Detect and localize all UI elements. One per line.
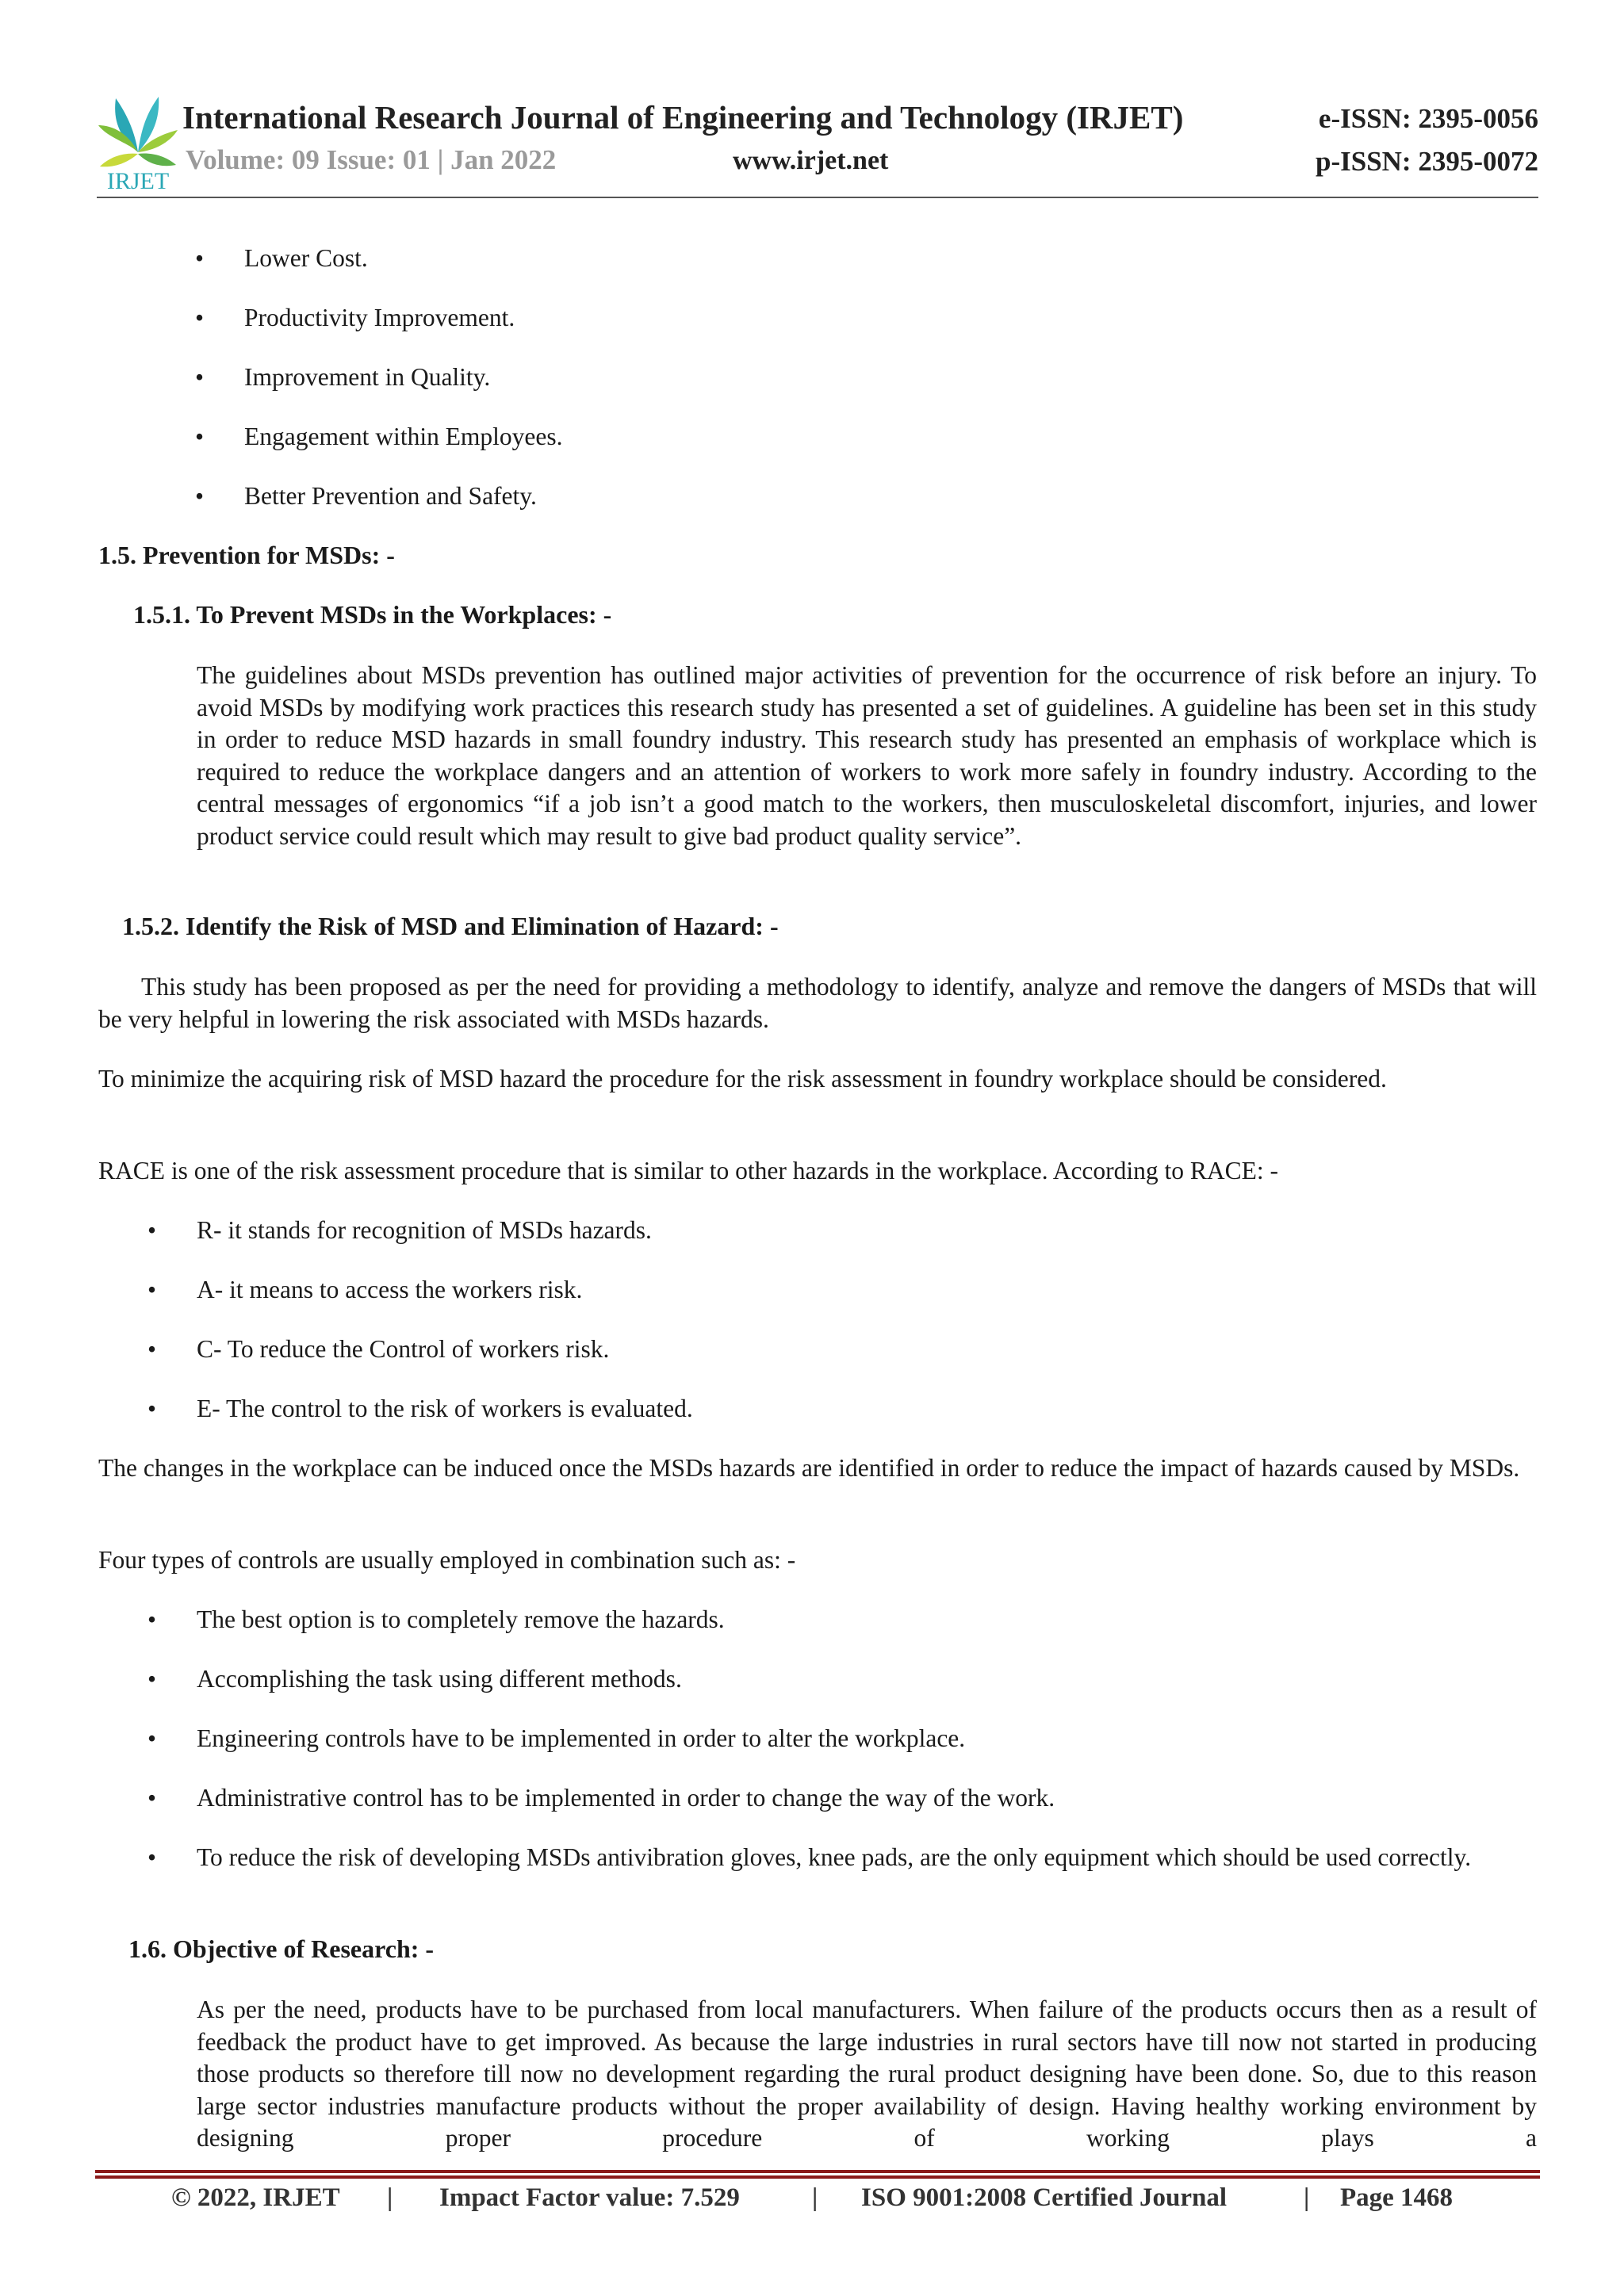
- paragraph-1-6: As per the need, products have to be purchased from local manufacturers. When failure of the products occurs then as a result of feedback the product have to get improved. As because the large industries in rural sectors have till now not started in producing those products so therefore till now no development regarding the rural product designing have been done. So, due to this reason large sector industries manufacture products without the proper availability of design. Having healthy working environment by designing proper procedure of working plays a: [197, 1996, 1537, 2152]
- bullet-glyph: •: [195, 482, 205, 510]
- logo-text: IRJET: [106, 168, 170, 192]
- pissn: p-ISSN: 2395-0072: [1315, 146, 1538, 177]
- list-item-text: Improvement in Quality.: [244, 363, 491, 391]
- bullet-glyph: •: [147, 1843, 157, 1871]
- list-item: [147, 1604, 1537, 1637]
- bullet-glyph: •: [195, 244, 205, 272]
- footer-separator: |: [387, 2183, 393, 2212]
- header-divider: [97, 197, 1538, 198]
- volume-issue: Volume: 09 Issue: 01 | Jan 2022: [186, 144, 557, 175]
- eissn: e-ISSN: 2395-0056: [1318, 103, 1538, 134]
- list-item-text: To reduce the risk of developing MSDs antivibration gloves, knee pads, are the only equipment which should be used correctly.: [197, 1843, 1472, 1871]
- list-item: [147, 1334, 1537, 1367]
- bullet-glyph: •: [147, 1395, 157, 1422]
- bullet-glyph: •: [147, 1216, 157, 1244]
- footer-page-number: Page 1468: [1340, 2183, 1454, 2212]
- list-item: [195, 421, 1543, 454]
- list-item: [195, 362, 1543, 395]
- bullet-glyph: •: [195, 363, 205, 391]
- bullet-glyph: •: [147, 1784, 157, 1812]
- list-item-text: Engagement within Employees.: [244, 423, 563, 450]
- bullet-glyph: •: [147, 1335, 157, 1363]
- list-item: [147, 1393, 1537, 1426]
- list-item: [147, 1723, 1537, 1756]
- list-item-text: C- To reduce the Control of workers risk.: [197, 1335, 610, 1363]
- bullet-glyph: •: [195, 423, 205, 450]
- footer-divider: [95, 2170, 1540, 2173]
- paragraph-1-5-2-e: Four types of controls are usually employed in combination such as: -: [98, 1546, 796, 1574]
- list-item: [147, 1274, 1537, 1307]
- footer-copyright: © 2022, IRJET: [171, 2183, 340, 2212]
- bullet-glyph: •: [147, 1605, 157, 1633]
- bullet-glyph: •: [147, 1724, 157, 1752]
- paragraph-1-5-1: The guidelines about MSDs prevention has outlined major activities of prevention for the occurrence of risk before an injury. To avoid MSDs by modifying work practices this research study has presented a set of guidelines. A guideline has been set in this study in order to reduce MSD hazards in small foundry industry. This research study has presented an emphasis of workplace which is required to reduce the workplace dangers and an attention of workers to work more safely in foundry industry. According to the central messages of ergonomics “if a job isn’t a good match to the workers, then musculoskeletal discomfort, injuries, and lower product service could result which may result to give bad product quality service”.: [197, 661, 1537, 850]
- footer-separator: |: [812, 2183, 818, 2212]
- list-item-text: E- The control to the risk of workers is evaluated.: [197, 1395, 693, 1422]
- list-item-text: Lower Cost.: [244, 244, 368, 272]
- list-item: [147, 1215, 1537, 1248]
- bullet-glyph: •: [195, 304, 205, 331]
- paragraph-1-5-2-a: This study has been proposed as per the need for providing a methodology to identify, analyze and remove the dangers of MSDs that will be very helpful in lowering the risk associated with MSDs hazards.: [98, 973, 1537, 1033]
- paragraph-1-5-2-b: To minimize the acquiring risk of MSD hazard the procedure for the risk assessment in foundry workplace should be considered.: [98, 1065, 1387, 1093]
- section-heading-1-5-2: 1.5.2. Identify the Risk of MSD and Elimination of Hazard: -: [122, 912, 779, 940]
- paragraph-1-5-2-c: RACE is one of the risk assessment procedure that is similar to other hazards in the workplace. According to RACE: -: [98, 1157, 1279, 1184]
- footer-divider: [95, 2175, 1540, 2179]
- list-item-text: Productivity Improvement.: [244, 304, 515, 331]
- list-item: [147, 1782, 1537, 1816]
- list-item: [147, 1842, 1537, 1908]
- list-item-text: A- it means to access the workers risk.: [197, 1276, 583, 1303]
- list-item-text: R- it stands for recognition of MSDs hazards.: [197, 1216, 652, 1244]
- paragraph-1-5-2-d: The changes in the workplace can be induced once the MSDs hazards are identified in order to reduce the impact of hazards caused by MSDs.: [98, 1454, 1520, 1482]
- journal-title: International Research Journal of Engineering and Technology (IRJET): [182, 99, 1184, 136]
- list-item-text: The best option is to completely remove the hazards.: [197, 1605, 725, 1633]
- list-item: [195, 480, 1543, 514]
- section-heading-1-6: 1.6. Objective of Research: -: [128, 1934, 435, 1963]
- irjet-logo-icon: [97, 90, 179, 192]
- bullet-glyph: •: [147, 1665, 157, 1693]
- bullet-glyph: •: [147, 1276, 157, 1303]
- journal-website-link[interactable]: www.irjet.net: [733, 146, 889, 175]
- section-heading-1-5-1: 1.5.1. To Prevent MSDs in the Workplaces: -: [133, 600, 612, 629]
- list-item: [195, 243, 1543, 276]
- page-header: [97, 90, 1538, 198]
- footer-separator: |: [1304, 2183, 1310, 2212]
- list-item-text: Administrative control has to be implemented in order to change the way of the work.: [197, 1784, 1055, 1812]
- section-heading-1-5: 1.5. Prevention for MSDs: -: [98, 541, 395, 569]
- footer-iso: ISO 9001:2008 Certified Journal: [861, 2183, 1228, 2212]
- list-item-text: Engineering controls have to be implemented in order to alter the workplace.: [197, 1724, 966, 1752]
- list-item-text: Better Prevention and Safety.: [244, 482, 537, 510]
- list-item: [147, 1663, 1537, 1697]
- list-item: [195, 302, 1543, 335]
- list-item-text: Accomplishing the task using different methods.: [197, 1665, 682, 1693]
- footer-impact-factor: Impact Factor value: 7.529: [439, 2183, 740, 2212]
